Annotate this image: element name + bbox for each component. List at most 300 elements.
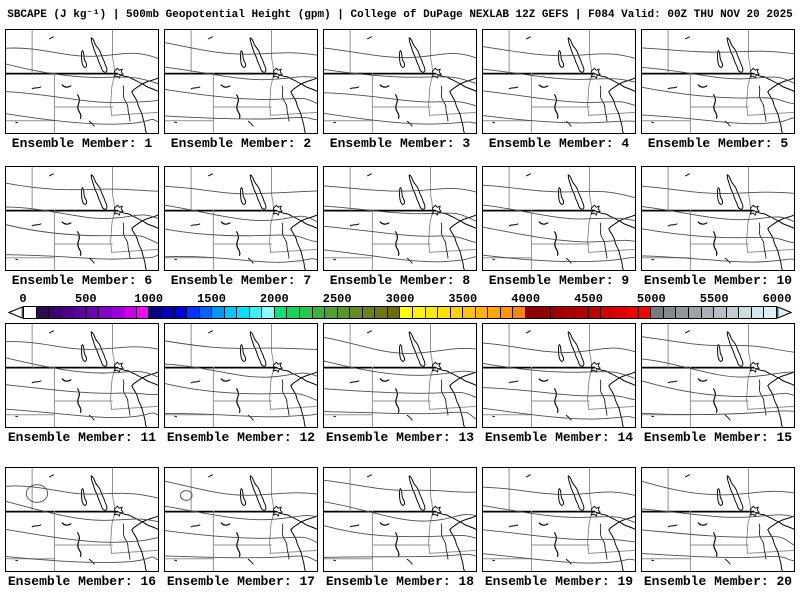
height-contour — [483, 255, 635, 261]
colorbar-cell — [137, 307, 150, 318]
mn-ia-border — [270, 244, 317, 253]
height-contour — [6, 114, 158, 125]
closed-height-contour — [180, 491, 192, 501]
small-lake — [50, 331, 54, 333]
ensemble-panel — [5, 166, 159, 289]
height-contour — [324, 93, 476, 106]
panel-caption: Ensemble Member: 2 — [170, 136, 312, 151]
fort-peck-lake — [191, 224, 200, 226]
devils-lake — [221, 523, 230, 525]
lake-winnipeg — [250, 332, 266, 366]
height-contour — [165, 116, 317, 120]
mn-wi-border — [291, 229, 306, 270]
mn-ia-border — [270, 545, 317, 554]
panel-row-2 — [0, 166, 800, 289]
fort-peck-lake — [32, 381, 41, 383]
mississippi-river — [759, 380, 766, 415]
lake-winnipeg — [250, 175, 266, 209]
devils-lake — [539, 85, 548, 87]
small-lake — [686, 331, 690, 333]
height-contour — [6, 255, 158, 259]
fort-peck-lake — [32, 87, 41, 89]
mn-ia-border — [747, 545, 794, 554]
lake-manitoba — [241, 188, 246, 205]
fort-peck-lake — [668, 525, 677, 527]
river-segment — [89, 258, 94, 263]
colorbar-cell — [438, 307, 451, 318]
small-lake — [368, 331, 372, 333]
height-contour — [642, 509, 794, 517]
mississippi-river — [759, 223, 766, 258]
fort-peck-lake — [191, 381, 200, 383]
lake-winnipeg — [91, 476, 107, 510]
colorbar-cell — [313, 307, 326, 318]
colorbar-tick: 4500 — [574, 292, 603, 306]
colorbar-tick: 1000 — [134, 292, 164, 306]
colorbar-tick: 4000 — [511, 292, 541, 306]
height-contour — [6, 385, 158, 395]
small-lake — [209, 174, 213, 176]
fort-peck-lake — [509, 224, 518, 226]
ensemble-panel — [323, 323, 477, 446]
mississippi-river — [441, 524, 448, 559]
devils-lake — [698, 379, 707, 381]
mb-on-border — [748, 167, 750, 208]
mn-wi-border — [132, 92, 147, 133]
mississippi-river — [282, 86, 289, 121]
colorbar-cell — [187, 307, 200, 318]
panel-map — [164, 166, 318, 271]
colorbar-cell — [237, 307, 250, 318]
lake-manitoba — [718, 51, 723, 68]
mb-on-border — [430, 324, 432, 365]
colorbar-tick: 500 — [75, 292, 97, 306]
river-segment — [248, 121, 253, 126]
fort-peck-lake — [350, 525, 359, 527]
panel-map — [5, 29, 159, 134]
panel-map — [641, 467, 795, 572]
lake-manitoba — [400, 188, 405, 205]
mississippi-river — [123, 86, 130, 121]
mb-on-border — [430, 30, 432, 71]
colorbar-cell — [463, 307, 476, 318]
panel-caption: Ensemble Member: 11 — [7, 430, 157, 445]
devils-lake — [698, 523, 707, 525]
mn-wi-border — [132, 386, 147, 427]
colorbar-tick: 5500 — [699, 292, 729, 306]
devils-lake — [221, 379, 230, 381]
colorbar-cell — [752, 307, 765, 318]
panel-caption: Ensemble Member: 4 — [488, 136, 630, 151]
height-contour — [165, 229, 317, 242]
small-lake — [50, 475, 54, 477]
mb-on-border — [112, 468, 114, 509]
colorbar-cell — [275, 307, 288, 318]
colorbar-cell — [99, 307, 112, 318]
panel-map — [641, 29, 795, 134]
river-segment — [566, 258, 571, 263]
panel-caption: Ensemble Member: 13 — [325, 430, 475, 445]
colorbar-cell — [212, 307, 225, 318]
small-lake — [368, 37, 372, 39]
mn-ia-border — [588, 107, 635, 116]
height-contour — [324, 250, 476, 262]
red-river-border — [429, 513, 433, 544]
small-lake — [527, 331, 531, 333]
mb-on-border — [430, 468, 432, 509]
panel-map — [482, 467, 636, 572]
small-lake — [527, 37, 531, 39]
height-contour — [642, 554, 794, 561]
colorbar-bar — [8, 306, 792, 319]
panel-caption: Ensemble Member: 15 — [643, 430, 793, 445]
colorbar-cell — [702, 307, 715, 318]
lake-winnipeg — [727, 476, 743, 510]
small-lake — [527, 174, 531, 176]
small-lake — [209, 37, 213, 39]
mb-on-border — [589, 30, 591, 71]
red-river-border — [747, 369, 751, 400]
panel-caption: Ensemble Member: 6 — [11, 273, 153, 288]
panel-caption: Ensemble Member: 5 — [647, 136, 789, 151]
small-lake — [686, 37, 690, 39]
devils-lake — [221, 222, 230, 224]
mn-wi-border — [450, 92, 465, 133]
lake-manitoba — [82, 489, 87, 506]
mississippi-river — [282, 380, 289, 415]
panel-map — [323, 166, 477, 271]
colorbar-cell — [74, 307, 87, 318]
panel-map — [323, 29, 477, 134]
lake-manitoba — [82, 188, 87, 205]
red-river-border — [270, 212, 274, 243]
fort-peck-lake — [191, 87, 200, 89]
colorbar-cell — [350, 307, 363, 318]
lake-winnipeg — [91, 38, 107, 72]
devils-lake — [539, 222, 548, 224]
red-river-border — [111, 212, 115, 243]
lake-winnipeg — [568, 476, 584, 510]
fort-peck-lake — [668, 87, 677, 89]
colorbar-cell — [426, 307, 439, 318]
devils-lake — [62, 523, 71, 525]
lake-manitoba — [241, 345, 246, 362]
mb-on-border — [271, 167, 273, 208]
ensemble-panel — [5, 323, 159, 446]
small-lake — [368, 174, 372, 176]
fort-peck-lake — [350, 381, 359, 383]
colorbar-cells — [23, 306, 777, 319]
panel-caption: Ensemble Member: 10 — [643, 273, 793, 288]
river-segment — [407, 415, 412, 420]
panel-map — [641, 166, 795, 271]
mb-on-border — [112, 30, 114, 71]
colorbar-cell — [764, 307, 776, 318]
height-contour — [165, 205, 317, 221]
lake-winnipeg — [250, 38, 266, 72]
ensemble-panel — [641, 166, 795, 289]
height-contour — [6, 557, 158, 563]
colorbar-tick: 6000 — [762, 292, 792, 306]
mn-wi-border — [291, 386, 306, 427]
mn-ia-border — [747, 244, 794, 253]
panel-map — [323, 467, 477, 572]
red-river-border — [747, 212, 751, 243]
height-contour — [324, 206, 476, 221]
devils-lake — [221, 85, 230, 87]
colorbar-cell — [476, 307, 489, 318]
mn-ia-border — [588, 244, 635, 253]
mb-on-border — [748, 468, 750, 509]
fort-peck-lake — [191, 525, 200, 527]
height-contour — [483, 506, 635, 523]
small-lake — [686, 475, 690, 477]
panel-map — [164, 467, 318, 572]
height-contour — [324, 554, 476, 557]
devils-lake — [62, 222, 71, 224]
ensemble-panel — [482, 166, 636, 289]
panel-caption: Ensemble Member: 9 — [488, 273, 630, 288]
colorbar-cell — [639, 307, 652, 318]
mississippi-river — [123, 223, 130, 258]
colorbar-cell — [589, 307, 602, 318]
colorbar-cell — [262, 307, 275, 318]
colorbar-tick: 5000 — [636, 292, 666, 306]
red-river-border — [588, 75, 592, 106]
mississippi-river — [123, 380, 130, 415]
height-contour — [642, 115, 794, 124]
lake-winnipeg — [568, 332, 584, 366]
mn-wi-border — [450, 229, 465, 270]
mn-wi-border — [609, 229, 624, 270]
height-contour — [642, 530, 794, 545]
ensemble-panel — [323, 166, 477, 289]
devils-lake — [62, 85, 71, 87]
mn-wi-border — [132, 229, 147, 270]
colorbar-cell — [62, 307, 75, 318]
mississippi-river — [441, 86, 448, 121]
fort-peck-lake — [668, 224, 677, 226]
fort-peck-lake — [509, 87, 518, 89]
colorbar-cell — [37, 307, 50, 318]
colorbar-cell — [739, 307, 752, 318]
colorbar-tick-labels — [19, 292, 792, 306]
colorbar-cell — [651, 307, 664, 318]
mn-ia-border — [429, 244, 476, 253]
mn-ia-border — [588, 545, 635, 554]
height-contour — [483, 116, 635, 123]
mn-ia-border — [588, 401, 635, 410]
mississippi-river — [441, 223, 448, 258]
ensemble-panel — [164, 166, 318, 289]
fort-peck-lake — [350, 224, 359, 226]
ensemble-panel — [5, 467, 159, 590]
height-contour — [642, 411, 794, 415]
colorbar-cell — [564, 307, 577, 318]
colorbar-cell — [149, 307, 162, 318]
mn-wi-border — [291, 530, 306, 571]
colorbar — [0, 291, 800, 323]
height-contour — [642, 207, 794, 222]
mississippi-river — [600, 524, 607, 559]
mn-wi-border — [609, 530, 624, 571]
mn-wi-border — [609, 92, 624, 133]
mn-wi-border — [768, 229, 783, 270]
panel-caption: Ensemble Member: 1 — [11, 136, 153, 151]
river-segment — [248, 559, 253, 564]
devils-lake — [539, 379, 548, 381]
panel-map — [5, 467, 159, 572]
red-river-border — [429, 212, 433, 243]
colorbar-cell — [614, 307, 627, 318]
colorbar-cell — [300, 307, 313, 318]
devils-lake — [380, 523, 389, 525]
mn-ia-border — [111, 545, 158, 554]
ensemble-panel — [641, 29, 795, 152]
small-lake — [686, 174, 690, 176]
mb-on-border — [271, 30, 273, 71]
colorbar-cell — [200, 307, 213, 318]
small-lake — [50, 174, 54, 176]
mn-ia-border — [747, 401, 794, 410]
colorbar-cell — [526, 307, 539, 318]
lake-manitoba — [559, 345, 564, 362]
lake-manitoba — [400, 51, 405, 68]
panel-map — [482, 166, 636, 271]
colorbar-tick: 2500 — [322, 292, 352, 306]
mb-on-border — [271, 468, 273, 509]
ensemble-panel — [482, 29, 636, 152]
red-river-border — [588, 212, 592, 243]
red-river-border — [747, 513, 751, 544]
lake-winnipeg — [409, 476, 425, 510]
mb-on-border — [589, 167, 591, 208]
devils-lake — [698, 85, 707, 87]
colorbar-cell — [24, 307, 37, 318]
ensemble-panel — [164, 323, 318, 446]
height-contour — [324, 480, 476, 492]
colorbar-cell — [325, 307, 338, 318]
river-segment — [725, 559, 730, 564]
ensemble-panel — [164, 467, 318, 590]
fort-peck-lake — [32, 525, 41, 527]
ensemble-panel — [323, 467, 477, 590]
panel-map — [641, 323, 795, 428]
panel-map — [482, 323, 636, 428]
lake-winnipeg — [727, 38, 743, 72]
height-contour — [483, 205, 635, 220]
height-contour — [483, 408, 635, 419]
panel-map — [164, 323, 318, 428]
panel-map — [164, 29, 318, 134]
panel-caption: Ensemble Member: 7 — [170, 273, 312, 288]
river-segment — [566, 121, 571, 126]
colorbar-cell — [576, 307, 589, 318]
colorbar-cell — [676, 307, 689, 318]
colorbar-tick: 1500 — [197, 292, 226, 306]
colorbar-cell — [112, 307, 125, 318]
mississippi-river — [441, 380, 448, 415]
lake-manitoba — [718, 489, 723, 506]
mississippi-river — [759, 524, 766, 559]
devils-lake — [380, 222, 389, 224]
colorbar-cell — [413, 307, 426, 318]
colorbar-cell — [162, 307, 175, 318]
river-segment — [566, 559, 571, 564]
lake-winnipeg — [409, 175, 425, 209]
lake-manitoba — [718, 345, 723, 362]
mb-on-border — [271, 324, 273, 365]
river-segment — [407, 559, 412, 564]
lake-manitoba — [559, 51, 564, 68]
devils-lake — [380, 379, 389, 381]
mississippi-river — [600, 86, 607, 121]
panel-caption: Ensemble Member: 16 — [7, 574, 157, 589]
small-lake — [209, 475, 213, 477]
ensemble-panel — [482, 323, 636, 446]
mississippi-river — [759, 86, 766, 121]
lake-manitoba — [559, 489, 564, 506]
lake-manitoba — [718, 188, 723, 205]
mississippi-river — [282, 223, 289, 258]
red-river-border — [111, 513, 115, 544]
height-contour — [483, 363, 635, 378]
mississippi-river — [600, 223, 607, 258]
panel-caption: Ensemble Member: 19 — [484, 574, 634, 589]
ensemble-panel — [323, 29, 477, 152]
mn-ia-border — [429, 545, 476, 554]
mn-wi-border — [132, 530, 147, 571]
mississippi-river — [282, 524, 289, 559]
small-lake — [209, 331, 213, 333]
colorbar-cell — [714, 307, 727, 318]
mn-ia-border — [747, 107, 794, 116]
colorbar-cell — [626, 307, 639, 318]
red-river-border — [747, 75, 751, 106]
colorbar-tick: 3500 — [448, 292, 478, 306]
mb-on-border — [112, 167, 114, 208]
small-lake — [50, 37, 54, 39]
lake-winnipeg — [91, 175, 107, 209]
devils-lake — [698, 222, 707, 224]
small-lake — [368, 475, 372, 477]
colorbar-cell — [250, 307, 263, 318]
colorbar-cell — [388, 307, 401, 318]
lake-winnipeg — [409, 38, 425, 72]
fort-peck-lake — [509, 381, 518, 383]
mississippi-river — [600, 380, 607, 415]
devils-lake — [62, 379, 71, 381]
panel-map — [323, 323, 477, 428]
lake-winnipeg — [727, 332, 743, 366]
height-contour — [483, 388, 635, 400]
mn-ia-border — [111, 107, 158, 116]
ensemble-panel — [482, 467, 636, 590]
colorbar-tick: 3000 — [385, 292, 415, 306]
fort-peck-lake — [509, 525, 518, 527]
mn-ia-border — [270, 107, 317, 116]
colorbar-cell — [538, 307, 551, 318]
ensemble-panel — [164, 29, 318, 152]
colorbar-cell — [501, 307, 514, 318]
colorbar-cell — [400, 307, 413, 318]
height-contour — [165, 89, 317, 103]
colorbar-tick: 0 — [19, 292, 27, 306]
panel-caption: Ensemble Member: 8 — [329, 273, 471, 288]
lake-winnipeg — [409, 332, 425, 366]
ensemble-panel — [5, 29, 159, 152]
fort-peck-lake — [668, 381, 677, 383]
